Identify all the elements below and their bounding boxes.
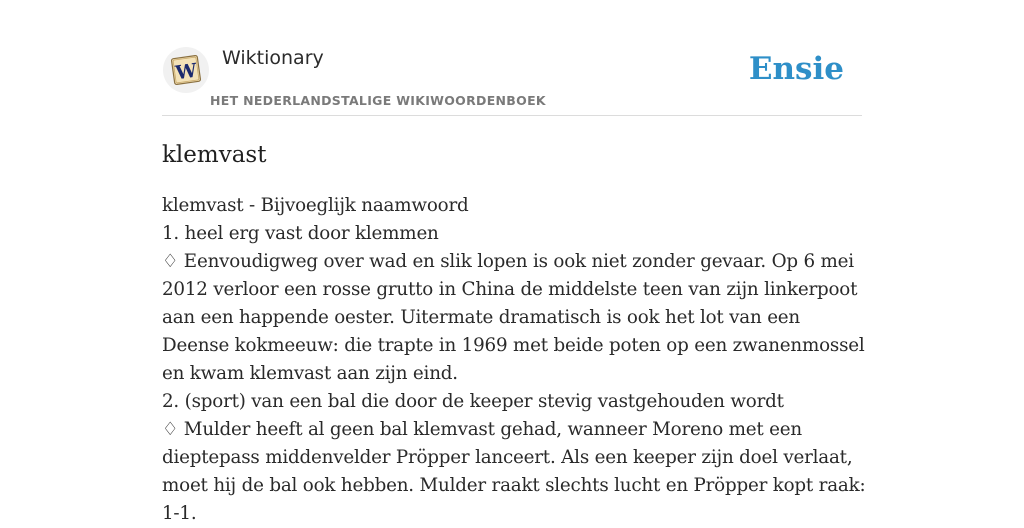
brand-logo[interactable]: Ensie (748, 51, 844, 87)
svg-text:W: W (174, 59, 199, 85)
entry-heading: klemvast - Bijvoeglijk naamwoord (162, 195, 469, 216)
definition-2: 2. (sport) van een bal die door de keeper stevig vastgehouden wordt (162, 391, 784, 412)
wiktionary-w-icon (169, 53, 203, 87)
site-header (162, 0, 862, 116)
site-tagline: HET NEDERLANDSTALIGE WIKIWOORDENBOEK (210, 93, 546, 108)
entry-content (162, 192, 867, 528)
site-name[interactable]: Wiktionary (222, 47, 324, 69)
example-1: ♢ Eenvoudigweg over wad en slik lopen is ook niet zonder gevaar. Op 6 mei 2012 verloor een rosse grutto in China de middelste teen van zijn linkerpoot aan een happende oester. Uitermate dramatisch is ook het lot van een Deense kokmeeuw: die trapte in 1969 met beide poten op een zwanenmossel en kwam klemvast aan zijn eind. (162, 251, 865, 384)
definition-1: 1. heel erg vast door klemmen (162, 223, 439, 244)
page-title: klemvast (162, 142, 267, 168)
example-2: ♢ Mulder heeft al geen bal klemvast gehad, wanneer Moreno met een dieptepass middenvelder Pröpper lanceert. Als een keeper zijn doel verlaat, moet hij de bal ook hebben. Mulder raakt slechts lucht en Pröpper kopt raak: 1-1. (162, 419, 866, 524)
wiktionary-logo-icon[interactable] (163, 47, 209, 93)
